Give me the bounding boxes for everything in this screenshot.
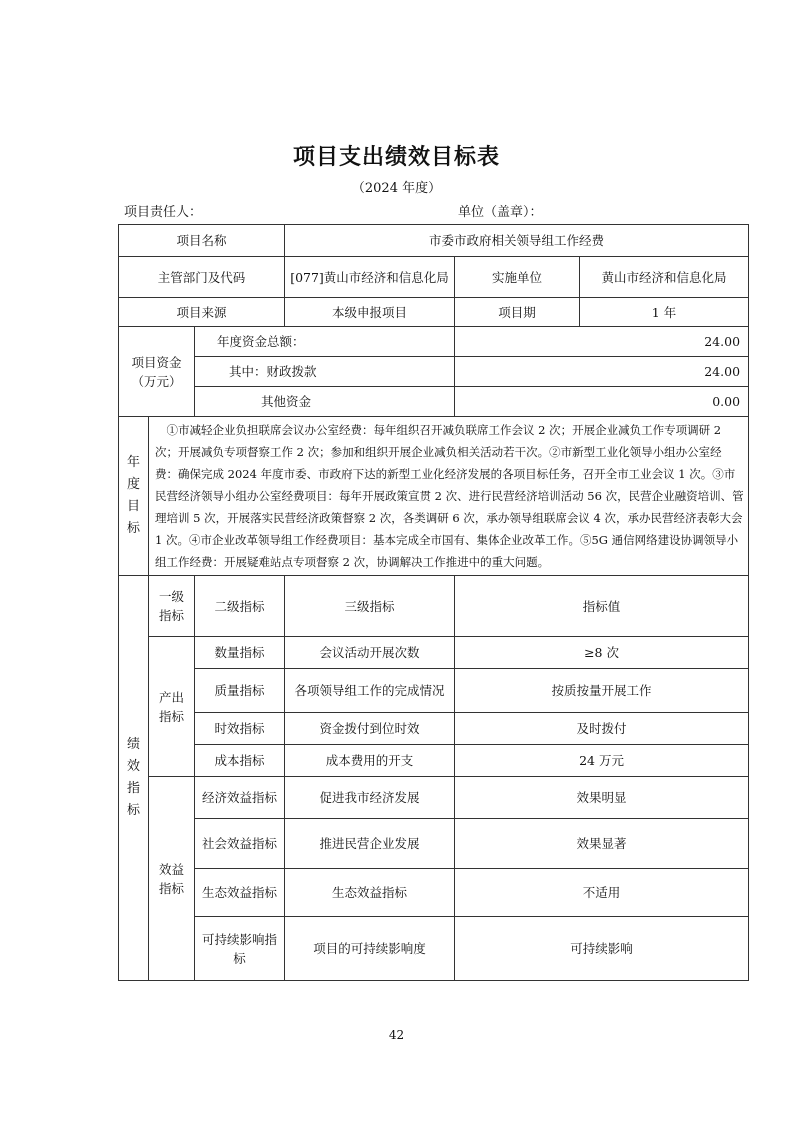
header-level3: 三级指标 (285, 576, 455, 637)
table-row-value: 按质按量开展工作 (455, 669, 749, 713)
header-level1: 一级指标 (149, 576, 195, 637)
performance-label: 绩效指标 (119, 576, 149, 981)
table-row-l2: 经济效益指标 (195, 777, 285, 819)
annual-goal-text: ①市减轻企业负担联席会议办公室经费：每年组织召开减负联席工作会议 2 次；开展企业减负工作专项调研 2 次；开展减负专项督察工作 2 次；参加和组织开展企业减负相关活动若干次。②市新型工业化领导小组办公室经费：确保完成 2024 年度市委、市政府下达的新型工业化经济发展的各项目标任务，召开全市工业会议 1 次。③市民营经济领导小组办公室经费项目：每年开展政策宣贯 2 次、进行民营经济培训活动 56 次，民营企业融资培训、管理培训 5 次，开展落实民营经济政策督察 2 次，各类调研 6 次，承办领导组联席会议 4 次，承办民营经济表彰大会 1 次。④市企业改革领导组工作经费项目：基本完成全市国有、集体企业改革工作。⑤5G 通信网络建设协调领导小组工作经费：开展疑难站点专项督察 2 次，协调解决工作推进中的重大问题。 (149, 417, 749, 576)
year-subtitle: （2024 年度） (351, 181, 442, 196)
table-row-l3: 成本费用的开支 (285, 745, 455, 777)
other-funds-value: 0.00 (455, 387, 749, 417)
source-value: 本级申报项目 (285, 298, 455, 327)
page-number: 42 (388, 1028, 405, 1042)
dept-label: 主管部门及代码 (119, 257, 285, 298)
impl-unit-value: 黄山市经济和信息化局 (580, 257, 749, 298)
table-row-l3: 生态效益指标 (285, 869, 455, 917)
table-row-l2: 时效指标 (195, 713, 285, 745)
page-title: 项目支出绩效目标表 (292, 144, 500, 170)
table-row-value: 及时拨付 (455, 713, 749, 745)
project-name-label: 项目名称 (119, 225, 285, 257)
period-value: 1 年 (580, 298, 749, 327)
table-row-l2: 质量指标 (195, 669, 285, 713)
total-funds-value: 24.00 (455, 327, 749, 357)
benefit-indicator-label: 效益指标 (149, 777, 195, 981)
fiscal-funds-value: 24.00 (455, 357, 749, 387)
table-row-value: ≥8 次 (455, 637, 749, 669)
header-level2: 二级指标 (195, 576, 285, 637)
table-row-value: 24 万元 (455, 745, 749, 777)
other-funds-label: 其他资金 (195, 387, 455, 417)
annual-goal-label: 年度目标 (119, 417, 149, 576)
table-row-l2: 可持续影响指标 (195, 917, 285, 981)
impl-unit-label: 实施单位 (455, 257, 580, 298)
table-row-value: 效果显著 (455, 819, 749, 869)
output-indicator-label: 产出指标 (149, 637, 195, 777)
funds-label: 项目资金（万元） (119, 327, 195, 417)
total-funds-label: 年度资金总额： (195, 327, 455, 357)
table-row-l2: 社会效益指标 (195, 819, 285, 869)
table-row-l3: 会议活动开展次数 (285, 637, 455, 669)
performance-target-table (118, 224, 749, 981)
table-row-value: 不适用 (455, 869, 749, 917)
table-row-l2: 生态效益指标 (195, 869, 285, 917)
unit-seal-label: 单位（盖章）： (458, 205, 543, 220)
table-row-l2: 数量指标 (195, 637, 285, 669)
table-row-value: 效果明显 (455, 777, 749, 819)
project-name-value: 市委市政府相关领导组工作经费 (285, 225, 749, 257)
table-row-l3: 项目的可持续影响度 (285, 917, 455, 981)
table-row-l3: 促进我市经济发展 (285, 777, 455, 819)
header-value: 指标值 (455, 576, 749, 637)
table-row-l2: 成本指标 (195, 745, 285, 777)
source-label: 项目来源 (119, 298, 285, 327)
table-row-l3: 推进民营企业发展 (285, 819, 455, 869)
table-row-l3: 各项领导组工作的完成情况 (285, 669, 455, 713)
dept-value: [077]黄山市经济和信息化局 (285, 257, 455, 298)
fiscal-funds-label: 其中：财政拨款 (195, 357, 455, 387)
table-row-value: 可持续影响 (455, 917, 749, 981)
responsible-person-label: 项目责任人： (124, 205, 203, 220)
table-row-l3: 资金拨付到位时效 (285, 713, 455, 745)
period-label: 项目期 (455, 298, 580, 327)
